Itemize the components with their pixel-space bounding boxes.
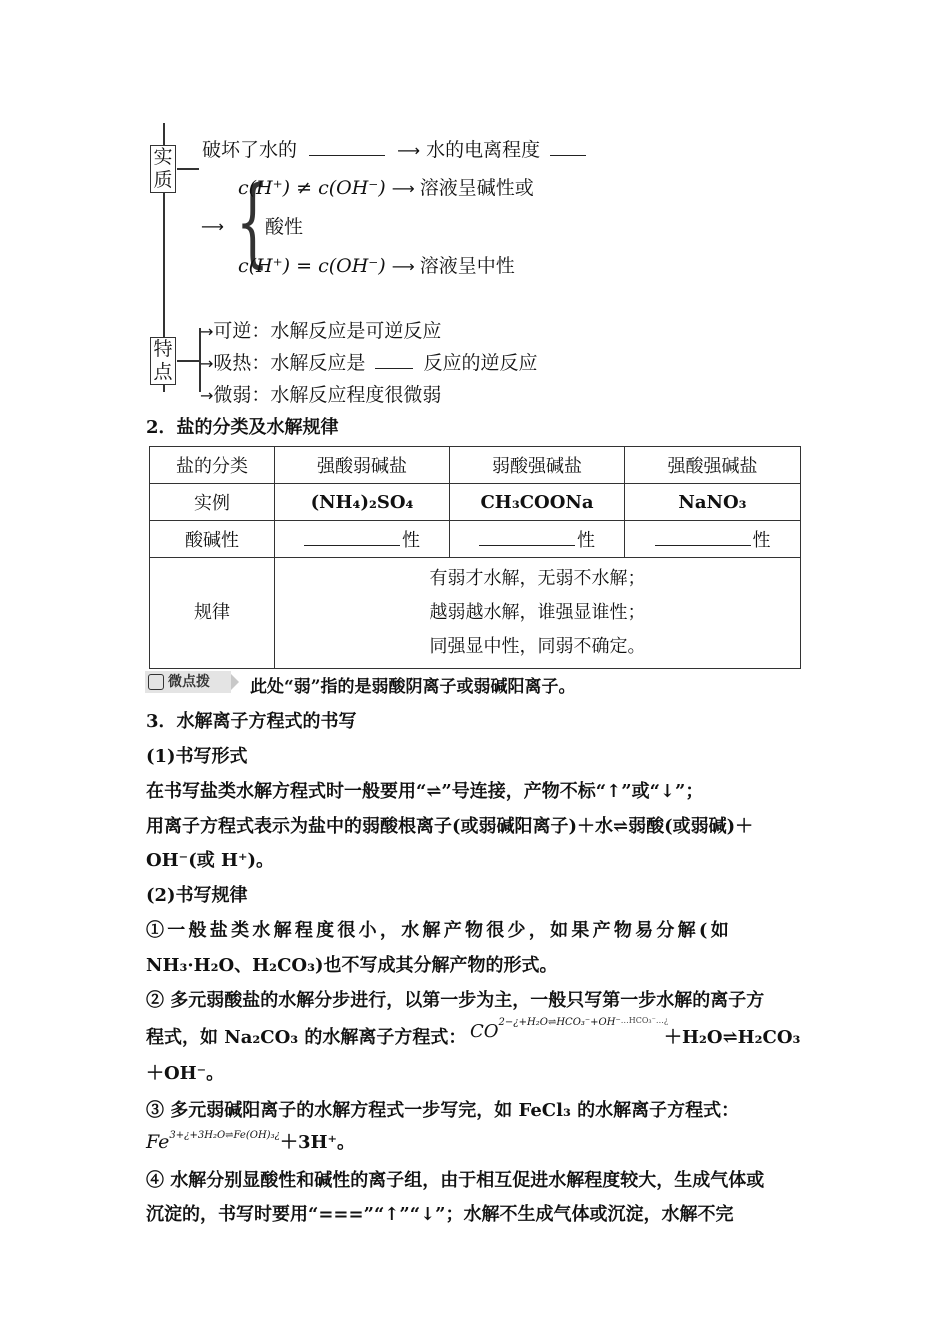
feature-box: 特点 bbox=[150, 337, 176, 385]
tip-badge: 微点拨 bbox=[145, 671, 231, 693]
case-unequal-cont: 酸性 bbox=[265, 216, 304, 238]
table-cell: 规律 bbox=[150, 558, 275, 669]
feature-endothermic: →吸热：水解反应是 反应的逆反应 bbox=[200, 352, 538, 374]
essence-box: 实质 bbox=[150, 145, 176, 193]
table-row bbox=[150, 447, 801, 484]
table-header: 弱酸强碱盐 bbox=[450, 447, 625, 484]
section-2-title: 2．盐的分类及水解规律 bbox=[146, 417, 339, 438]
triangle-icon bbox=[231, 674, 239, 690]
paragraph-line: ① 一 般 盐 类 水 解 程 度 很 小 ， 水 解 产 物 很 少 ， 如 果 产 物 易 分 解 ( 如 bbox=[146, 920, 728, 941]
table-cell-rules: 有弱才水解，无弱不水解； 越弱越水解，谁强显谁性； 同强显中性，同弱不确定。 bbox=[275, 558, 801, 669]
table-row bbox=[150, 484, 801, 521]
tip-text: 此处“弱”指的是弱酸阴离子或弱碱阳离子。 bbox=[250, 677, 576, 697]
arrow-icon: ⟶ bbox=[391, 179, 420, 198]
blank-water-ionization bbox=[309, 137, 385, 156]
table-cell: NaNO₃ bbox=[625, 484, 801, 521]
essence-line-1: 破坏了水的 ⟶ 水的电离程度 bbox=[202, 135, 586, 162]
table-header: 强酸弱碱盐 bbox=[275, 447, 450, 484]
paragraph-line: ④ 水解分别显酸性和碱性的离子组，由于相互促进水解程度较大，生成气体或 bbox=[146, 1170, 765, 1191]
table-row bbox=[150, 558, 801, 669]
paragraph-line: 用离子方程式表示为盐中的弱酸根离子(或弱碱阳离子)＋水⇌弱酸(或弱碱)＋ bbox=[146, 816, 754, 837]
paragraph-line: ＋OH⁻。 bbox=[146, 1063, 225, 1084]
paragraph-line: ③ 多元弱碱阳离子的水解方程式一步写完，如 FeCl₃ 的水解离子方程式： bbox=[146, 1100, 740, 1121]
answer-blank bbox=[655, 529, 751, 546]
answer-blank bbox=[304, 529, 400, 546]
arrow-icon: → bbox=[200, 386, 214, 405]
blank-reaction-type bbox=[375, 350, 413, 369]
table-cell: (NH₄)₂SO₄ bbox=[275, 484, 450, 521]
table-header: 盐的分类 bbox=[150, 447, 275, 484]
feature-connector bbox=[177, 360, 199, 362]
pencil-icon bbox=[148, 674, 164, 690]
brace-icon: { bbox=[235, 166, 270, 278]
feature-weak: →微弱：水解反应程度很微弱 bbox=[200, 384, 442, 406]
table-cell: 性 bbox=[275, 521, 450, 558]
arrow-icon: ⟶ bbox=[391, 257, 420, 276]
table-cell: 实例 bbox=[150, 484, 275, 521]
table-cell: 性 bbox=[625, 521, 801, 558]
subheading-rules: (2)书写规律 bbox=[146, 885, 248, 906]
arrow-icon: ⟶ bbox=[397, 141, 421, 160]
arrow-icon: → bbox=[200, 354, 214, 373]
answer-blank bbox=[479, 529, 575, 546]
arrow-icon: ⟶ bbox=[201, 217, 224, 236]
blank-ionization-degree bbox=[550, 137, 586, 156]
arrow-icon: → bbox=[200, 322, 214, 341]
paragraph-line: OH⁻(或 H⁺)。 bbox=[146, 850, 274, 871]
essence-connector bbox=[177, 168, 199, 170]
case-unequal: c(H⁺) ≠ c(OH⁻) ⟶ 溶液呈碱性或 bbox=[238, 177, 534, 199]
equation-ferric: $Fe^{3+¿+3H_2O\rightleftharpoons Fe(OH)_3¿}+3H^+$。 bbox=[146, 1130, 355, 1153]
section-3-title: 3．水解离子方程式的书写 bbox=[146, 711, 357, 732]
subheading-form: (1)书写形式 bbox=[146, 746, 248, 767]
table-cell: 酸碱性 bbox=[150, 521, 275, 558]
equation-carbonate-tail: ＋H₂O⇌H₂CO₃ bbox=[664, 1027, 801, 1048]
feature-reversible: →可逆：水解反应是可逆反应 bbox=[200, 320, 442, 342]
paragraph-line: ② 多元弱酸盐的水解分步进行，以第一步为主，一般只写第一步水解的离子方 bbox=[146, 990, 765, 1011]
paragraph-line: 在书写盐类水解方程式时一般要用“⇌”号连接，产物不标“↑”或“↓”； bbox=[146, 781, 704, 802]
equation-carbonate: $CO^{2-¿+H_2O\rightleftharpoons HCO_3^-+OH^-\dots HCO_3^-\dots¿}$ bbox=[470, 1016, 669, 1042]
table-header: 强酸强碱盐 bbox=[625, 447, 801, 484]
salt-classification-table bbox=[149, 446, 801, 669]
paragraph-line: 沉淀的，书写时要用“===”“↑”“↓”；水解不生成气体或沉淀，水解不完 bbox=[146, 1204, 734, 1225]
paragraph-line: 程式，如 Na₂CO₃ 的水解离子方程式： bbox=[146, 1027, 467, 1048]
paragraph-line: NH₃·H₂O、H₂CO₃)也不写成其分解产物的形式。 bbox=[146, 955, 558, 976]
case-equal: c(H⁺) = c(OH⁻) ⟶ 溶液呈中性 bbox=[238, 255, 515, 277]
table-cell: 性 bbox=[450, 521, 625, 558]
table-row bbox=[150, 521, 801, 558]
table-cell: CH₃COONa bbox=[450, 484, 625, 521]
